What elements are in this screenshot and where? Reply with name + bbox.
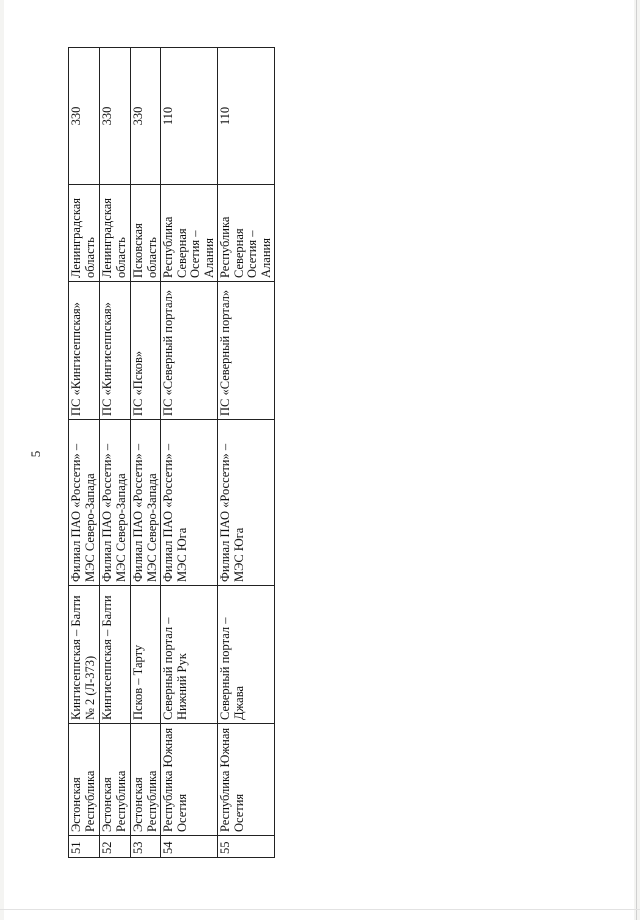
substation-cell: ПС «Псков» <box>131 282 161 420</box>
row-number: 51 <box>69 836 100 858</box>
owner-cell: Филиал ПАО «Россети» – МЭС Юга <box>218 420 275 586</box>
substation-cell: ПС «Северный портал» <box>218 282 275 420</box>
country-cell: Эстонская Республика <box>100 724 131 836</box>
row-number: 55 <box>218 836 275 858</box>
country-cell: Эстонская Республика <box>69 724 100 836</box>
row-number: 53 <box>131 836 161 858</box>
owner-cell: Филиал ПАО «Россети» – МЭС Северо-Запада <box>131 420 161 586</box>
region-cell: Республика Северная Осетия – Алания <box>161 185 218 282</box>
table-row <box>100 48 131 858</box>
voltage-cell: 110 <box>218 48 275 185</box>
scan-edge-bottom <box>0 909 640 910</box>
voltage-cell: 330 <box>100 48 131 185</box>
region-cell: Ленинградская область <box>69 185 100 282</box>
rotated-table-sheet <box>28 48 273 858</box>
table-row <box>69 48 100 858</box>
interconnection-table <box>68 47 275 858</box>
substation-cell: ПС «Северный портал» <box>161 282 218 420</box>
voltage-cell: 110 <box>161 48 218 185</box>
region-cell: Ленинградская область <box>100 185 131 282</box>
voltage-cell: 330 <box>131 48 161 185</box>
page-number: 5 <box>28 450 43 458</box>
country-cell: Эстонская Республика <box>131 724 161 836</box>
line-name-cell: Кингисеппская – Балти <box>100 586 131 724</box>
country-cell: Республика Южная Осетия <box>218 724 275 836</box>
row-number: 52 <box>100 836 131 858</box>
owner-cell: Филиал ПАО «Россети» – МЭС Юга <box>161 420 218 586</box>
region-cell: Псковская область <box>131 185 161 282</box>
line-name-cell: Псков – Тарту <box>131 586 161 724</box>
line-name-cell: Кингисеппская – Балти № 2 (Л-373) <box>69 586 100 724</box>
substation-cell: ПС «Кингисеппская» <box>69 282 100 420</box>
table-row <box>161 48 218 858</box>
owner-cell: Филиал ПАО «Россети» – МЭС Северо-Запада <box>100 420 131 586</box>
substation-cell: ПС «Кингисеппская» <box>100 282 131 420</box>
table-row <box>131 48 161 858</box>
region-cell: Республика Северная Осетия – Алания <box>218 185 275 282</box>
line-name-cell: Северный портал – Нижний Рук <box>161 586 218 724</box>
row-number: 54 <box>161 836 218 858</box>
scan-edge-right <box>636 0 637 920</box>
owner-cell: Филиал ПАО «Россети» – МЭС Северо-Запада <box>69 420 100 586</box>
line-name-cell: Северный портал – Джава <box>218 586 275 724</box>
voltage-cell: 330 <box>69 48 100 185</box>
table-row <box>218 48 275 858</box>
country-cell: Республика Южная Осетия <box>161 724 218 836</box>
